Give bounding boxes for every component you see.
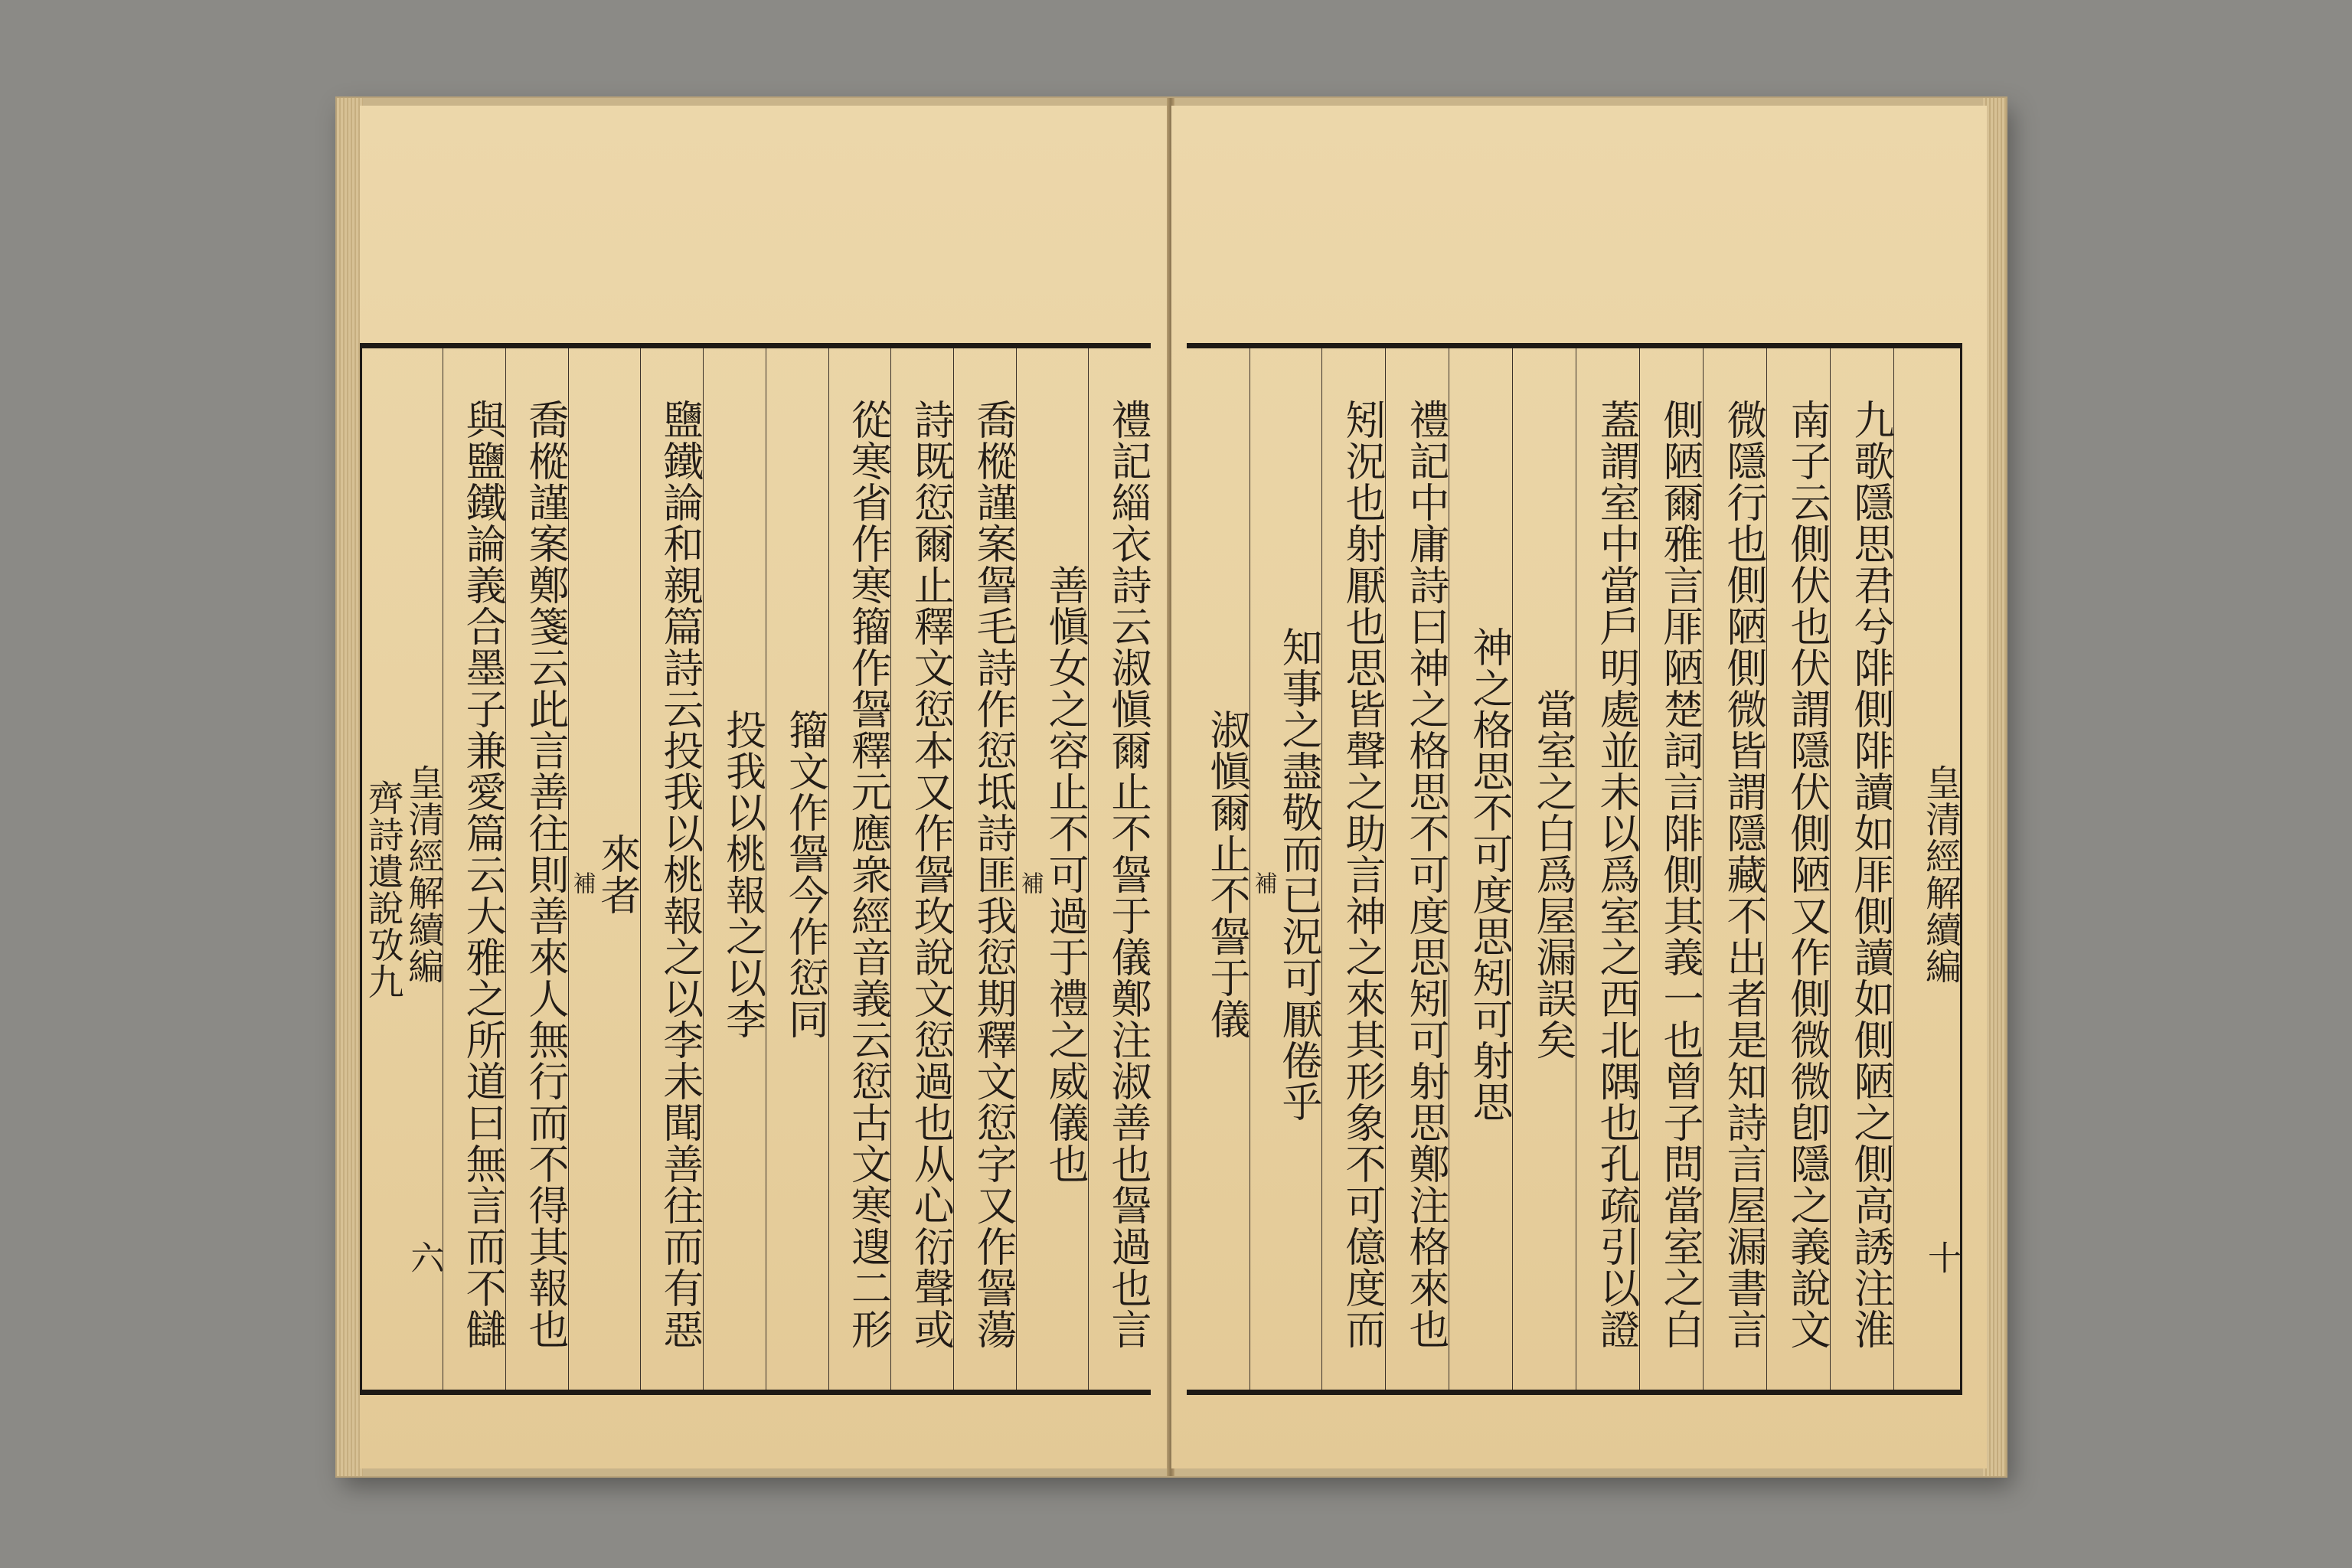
text-column	[953, 348, 1016, 1390]
right-page-columns	[1187, 348, 1960, 1390]
right-page	[1171, 106, 1987, 1468]
column-text: 與鹽鐵論義合墨子兼愛篇云大雅之所道曰無言而不讎	[459, 399, 507, 1350]
text-column	[640, 348, 703, 1390]
text-column	[443, 348, 505, 1390]
text-column	[568, 348, 640, 1390]
text-column	[1250, 348, 1321, 1390]
column-text: 蓋謂室中當戶明處並未以爲室之西北隅也孔疏引以證	[1593, 399, 1640, 1350]
book-title: 皇清經解續編	[1919, 764, 1962, 985]
right-page-margin-column	[1893, 348, 1960, 1390]
column-text: 矧況也射厭也思皆聲之助言神之來其形象不可億度而	[1339, 399, 1386, 1350]
column-text: 從寒省作寒籀作諐釋元應衆經音義云愆古文寒遚二形	[844, 399, 892, 1350]
text-column	[1639, 348, 1703, 1390]
left-page-margin-column	[362, 348, 443, 1390]
text-column	[1576, 348, 1639, 1390]
text-column	[505, 348, 568, 1390]
column-text: 知事之盡敬而已況可厭倦乎	[1276, 626, 1322, 1122]
column-text: 投我以桃報之以李	[719, 709, 766, 1040]
left-page	[360, 106, 1168, 1468]
column-text: 側陋爾雅言厞陋楚詞言陫側其義一也曾子問當室之白	[1657, 399, 1704, 1350]
text-column	[1449, 348, 1512, 1390]
column-text: 禮記緇衣詩云淑愼爾止不諐于儀鄭注淑善也諐過也言	[1105, 399, 1152, 1350]
left-page-frame	[360, 343, 1151, 1395]
supplement-note: 補	[1016, 871, 1044, 895]
column-text: 詩既愆爾止釋文愆本又作諐玫說文愆過也从心衍聲或	[907, 399, 955, 1350]
left-page-columns	[362, 348, 1151, 1390]
text-column	[1385, 348, 1449, 1390]
page-edges-left	[337, 98, 363, 1476]
text-column	[1016, 348, 1088, 1390]
column-text: 善愼女之容止不可過于禮之威儀也	[1042, 564, 1089, 1184]
column-text: 南子云側伏也伏謂隱伏側陋又作側微微卽隱之義說文	[1784, 399, 1831, 1350]
book-title: 皇清經解續編	[402, 764, 445, 985]
right-page-frame	[1187, 343, 1962, 1395]
column-text: 當室之白爲屋漏誤矣	[1530, 688, 1576, 1060]
column-text: 喬樅謹案諐毛詩作愆坻詩匪我愆期釋文愆字又作諐蕩	[970, 399, 1018, 1350]
column-text: 鹽鐵論和親篇詩云投我以桃報之以李未聞善往而有惡	[656, 399, 704, 1350]
column-text: 淑愼爾止不諐于儀	[1204, 709, 1251, 1040]
text-column	[1321, 348, 1385, 1390]
column-text: 禮記中庸詩曰神之格思不可度思矧可射思鄭注格來也	[1403, 399, 1449, 1350]
column-text: 喬樅謹案鄭箋云此言善往則善來人無行而不得其報也	[521, 399, 569, 1350]
supplement-note: 補	[568, 871, 596, 895]
text-column	[1703, 348, 1766, 1390]
section-title: 齊詩遺說攷九	[361, 779, 404, 1000]
column-text: 來者	[593, 833, 641, 916]
text-column	[890, 348, 953, 1390]
leaf-number: 六	[404, 1240, 444, 1275]
column-text: 神之格思不可度思矧可射思	[1466, 626, 1513, 1122]
text-column	[703, 348, 766, 1390]
text-column	[1766, 348, 1830, 1390]
text-column	[828, 348, 891, 1390]
text-column	[1830, 348, 1893, 1390]
text-column	[1088, 348, 1151, 1390]
open-book	[337, 98, 2006, 1476]
column-text: 籀文作諐今作愆同	[782, 709, 829, 1040]
column-text: 微隱行也側陋側微皆謂隱藏不出者是知詩言屋漏書言	[1720, 399, 1767, 1350]
supplement-note: 補	[1250, 871, 1277, 895]
leaf-number: 十	[1922, 1240, 1961, 1275]
text-column	[766, 348, 828, 1390]
text-column	[1187, 348, 1250, 1390]
text-column	[1512, 348, 1576, 1390]
column-text: 九歌隱思君兮陫側陫讀如厞側讀如側陋之側高誘注淮	[1847, 399, 1894, 1350]
